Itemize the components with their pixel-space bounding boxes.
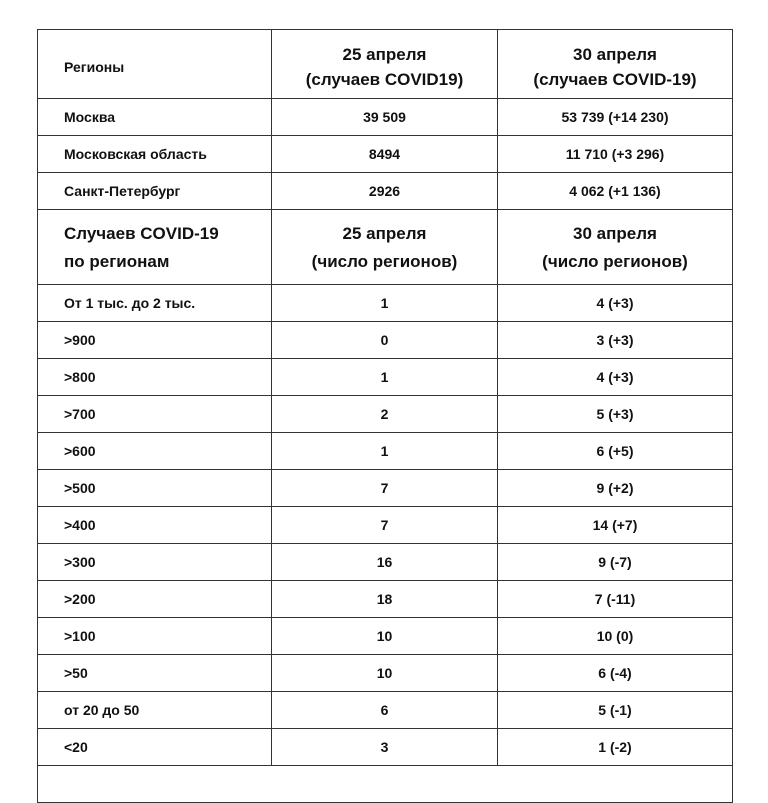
- range-apr30: 7 (-11): [498, 581, 733, 618]
- city-name: Санкт-Петербург: [38, 173, 272, 210]
- city-apr25: 8494: [272, 136, 498, 173]
- city-name: Московская область: [38, 136, 272, 173]
- range-apr25: 1: [272, 359, 498, 396]
- range-label: >700: [38, 396, 272, 433]
- range-label: >900: [38, 322, 272, 359]
- table-row: [38, 359, 733, 396]
- range-apr30: 14 (+7): [498, 507, 733, 544]
- range-label: >50: [38, 655, 272, 692]
- range-apr25: 1: [272, 433, 498, 470]
- range-apr25: 7: [272, 470, 498, 507]
- range-apr25: 10: [272, 618, 498, 655]
- table-row: [38, 655, 733, 692]
- col-header-apr25-unit: (случаев COVID19): [305, 69, 464, 89]
- range-label: <20: [38, 729, 272, 766]
- col-header-apr30-date: 30 апреля: [573, 44, 657, 64]
- breakdown-label-line1: Случаев COVID-19: [64, 224, 219, 243]
- range-apr30: 6 (-4): [498, 655, 733, 692]
- table-row: [38, 581, 733, 618]
- table-row-saint-petersburg: [38, 173, 733, 210]
- col-header-apr25-date: 25 апреля: [342, 44, 427, 64]
- col-header-apr30-unit: (случаев COVID-19): [533, 69, 697, 89]
- col-header-apr25: [272, 30, 498, 99]
- range-label: >300: [38, 544, 272, 581]
- range-apr30: 5 (+3): [498, 396, 733, 433]
- range-apr25: 18: [272, 581, 498, 618]
- range-apr30: 4 (+3): [498, 285, 733, 322]
- table-row: [38, 433, 733, 470]
- range-label: >400: [38, 507, 272, 544]
- empty-footer-area: [38, 766, 733, 803]
- range-apr25: 0: [272, 322, 498, 359]
- breakdown-col-apr30-date: 30 апреля: [573, 224, 657, 243]
- breakdown-col-apr25-date: 25 апреля: [342, 224, 427, 243]
- range-label: От 1 тыс. до 2 тыс.: [38, 285, 272, 322]
- range-apr25: 1: [272, 285, 498, 322]
- table-row: [38, 618, 733, 655]
- range-apr30: 3 (+3): [498, 322, 733, 359]
- range-apr30: 9 (-7): [498, 544, 733, 581]
- table-row-moscow-oblast: [38, 136, 733, 173]
- range-label: от 20 до 50: [38, 692, 272, 729]
- range-apr25: 2: [272, 396, 498, 433]
- range-apr30: 4 (+3): [498, 359, 733, 396]
- range-apr30: 1 (-2): [498, 729, 733, 766]
- covid-table: [37, 29, 733, 803]
- table-row: [38, 544, 733, 581]
- range-label: >200: [38, 581, 272, 618]
- range-label: >800: [38, 359, 272, 396]
- table-row: [38, 507, 733, 544]
- table-row: [38, 396, 733, 433]
- table-row-moscow: [38, 99, 733, 136]
- breakdown-col-apr25: [272, 210, 498, 285]
- breakdown-col-apr30: [498, 210, 733, 285]
- table-row: [38, 285, 733, 322]
- table-header-row: [38, 30, 733, 99]
- breakdown-label-header: [38, 210, 272, 285]
- city-apr25: 39 509: [272, 99, 498, 136]
- city-apr30: 53 739 (+14 230): [498, 99, 733, 136]
- breakdown-header-row: [38, 210, 733, 285]
- breakdown-col-apr30-unit: (число регионов): [542, 252, 688, 271]
- table-row: [38, 692, 733, 729]
- empty-cell: [38, 766, 733, 803]
- range-label: >600: [38, 433, 272, 470]
- breakdown-label-line2: по регионам: [64, 252, 170, 271]
- city-apr30: 4 062 (+1 136): [498, 173, 733, 210]
- range-apr30: 9 (+2): [498, 470, 733, 507]
- table-row: [38, 729, 733, 766]
- table-row: [38, 470, 733, 507]
- city-name: Москва: [38, 99, 272, 136]
- range-apr30: 6 (+5): [498, 433, 733, 470]
- range-apr25: 16: [272, 544, 498, 581]
- range-apr25: 3: [272, 729, 498, 766]
- range-label: >100: [38, 618, 272, 655]
- range-apr25: 10: [272, 655, 498, 692]
- range-apr25: 6: [272, 692, 498, 729]
- table-row: [38, 322, 733, 359]
- range-apr25: 7: [272, 507, 498, 544]
- col-header-apr30: [498, 30, 733, 99]
- regions-header: Регионы: [38, 30, 272, 99]
- breakdown-col-apr25-unit: (число регионов): [311, 252, 458, 271]
- range-label: >500: [38, 470, 272, 507]
- city-apr25: 2926: [272, 173, 498, 210]
- range-apr30: 10 (0): [498, 618, 733, 655]
- city-apr30: 11 710 (+3 296): [498, 136, 733, 173]
- range-apr30: 5 (-1): [498, 692, 733, 729]
